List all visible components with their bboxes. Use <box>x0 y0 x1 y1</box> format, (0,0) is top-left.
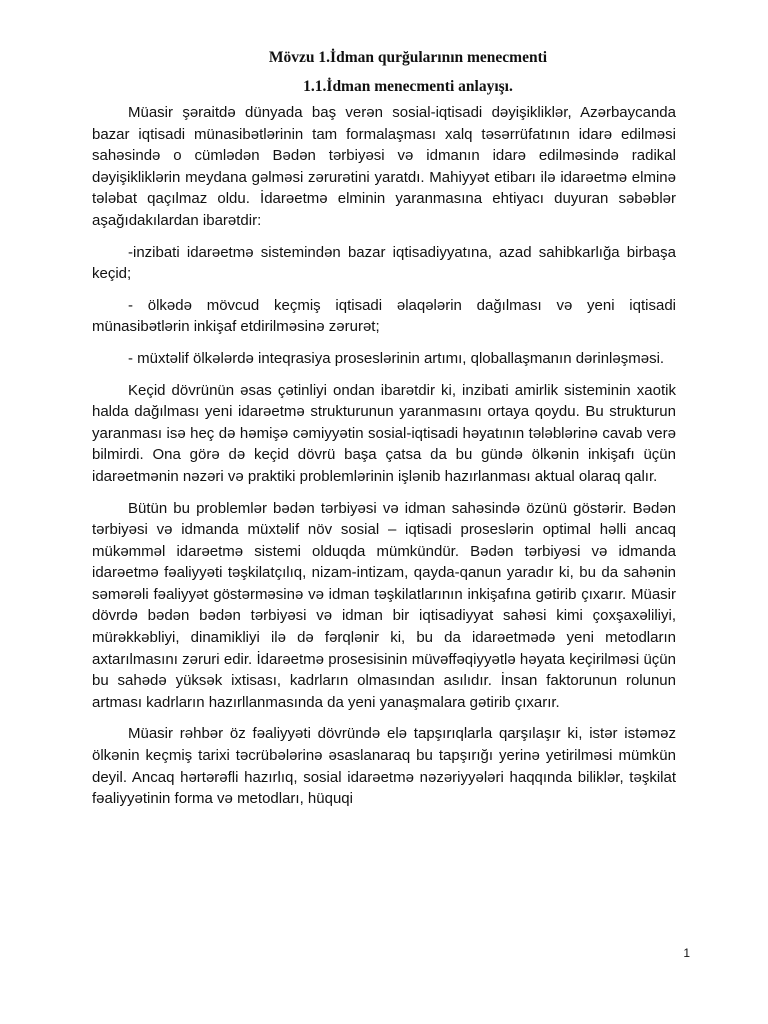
paragraph: Müasir rəhbər öz fəaliyyəti dövründə elə tapşırıqlarla qarşılaşır ki, istər istəməz ölkənin keçmiş tarixi təcrübələrinə əsaslanaraq bu tapşırığı yerinə yetirilməsi mümkün deyil. Ancaq hərtərəfli hazırlıq, sosial idarəetmə nəzəriyyələri haqqında biliklər, təşkilat fəaliyyətinin forma və metodları, hüquqi <box>92 725 676 808</box>
section-heading: 1.1.İdman menecmenti anlayışı. <box>303 78 513 95</box>
list-item: - müxtəlif ölkələrdə inteqrasiya proseslərinin artımı, qloballaşmanın dərinləşməsi. <box>128 349 665 367</box>
paragraph: Keçid dövrünün əsas çətinliyi ondan ibarətdir ki, inzibati amirlik sisteminin xaotik halda dağılması yeni idarəetmə strukturunun yaranmasını ortaya qoydu. Bu strukturun yaranması isə heç də həmişə cəmiyyətin sosial-iqtisadi həyatının tələblərinə cavab verə bilmirdi. Ona görə də keçid dövrü başa çatsa da bu gündə ölkənin inkişafı üçün idarəetmənin nəzəri və praktiki problemlərinin işlənib hazırlanması aktual olaraq qalır. <box>92 381 676 485</box>
list-item: -inzibati idarəetmə sistemindən bazar iqtisadiyyatına, azad sahibkarlığa birbaşa keçid; <box>92 243 676 283</box>
paragraph: Müasir şəraitdə dünyada baş verən sosial-iqtisadi dəyişikliklər, Azərbaycanda bazar iqtisadi münasibətlərinin tam formalaşması xalq təsərrüfatının idarə edilməsi sahəsində o cümlədən Bədən tərbiyəsi və idmanın idarə edilməsində radikal dəyişikliklərin meydana gəlməsi zərurətini yaratdı. Mahiyyət etibarı ilə idarəetmə elminə tələbat qaçılmaz oldu. İdarəetmə elminin yaranmasına ehtiyacı duyuran səbəblər aşağıdakılardan ibarətdir: <box>92 104 676 229</box>
page-number: 1 <box>683 946 690 960</box>
document-title: Mövzu 1.İdman qurğularının menecmenti <box>268 49 548 66</box>
document-page <box>92 47 676 820</box>
paragraph: Bütün bu problemlər bədən tərbiyəsi və idman sahəsində özünü göstərir. Bədən tərbiyəsi və idmanda müxtəlif növ sosial – iqtisadi proseslərin optimal həlli ancaq mükəmməl idarəetmə sistemi olduqda mümkündür. Bədən tərbiyəsi və idmanda idarəetmə fəaliyyəti təşkilatçılıq, nizam-intizam, qayda-qanun yaradır ki, bu da sahənin səmərəli fəaliyyət göstərməsinə və idman təşkilatlarının inkişafına gətirib çıxarır. Müasir dövrdə bədən bədən tərbiyəsi və idman bir iqtisadiyyat sahəsi kimi çoxşaxəliliyi, mürəkkəbliyi, dinamikliyi ilə də fərqlənir ki, bu da idarəetmədə yeni metodların axtarılmasını zəruri edir. İdarəetmə prosesisinin müvəffəqiyyətlə həyata keçirilməsi üçün bu sahədə yüksək ixtisası, kadrların olmasından asılıdır. İnsan faktorunun rolunun artması kadrların hazırllanmasında da yeni yanaşmalara gətirib çıxarır. <box>92 499 676 711</box>
list-item: - ölkədə mövcud keçmiş iqtisadi əlaqələrin dağılması və yeni iqtisadi münasibətlərin inkişaf etdirilməsinə zərurət; <box>92 296 676 336</box>
